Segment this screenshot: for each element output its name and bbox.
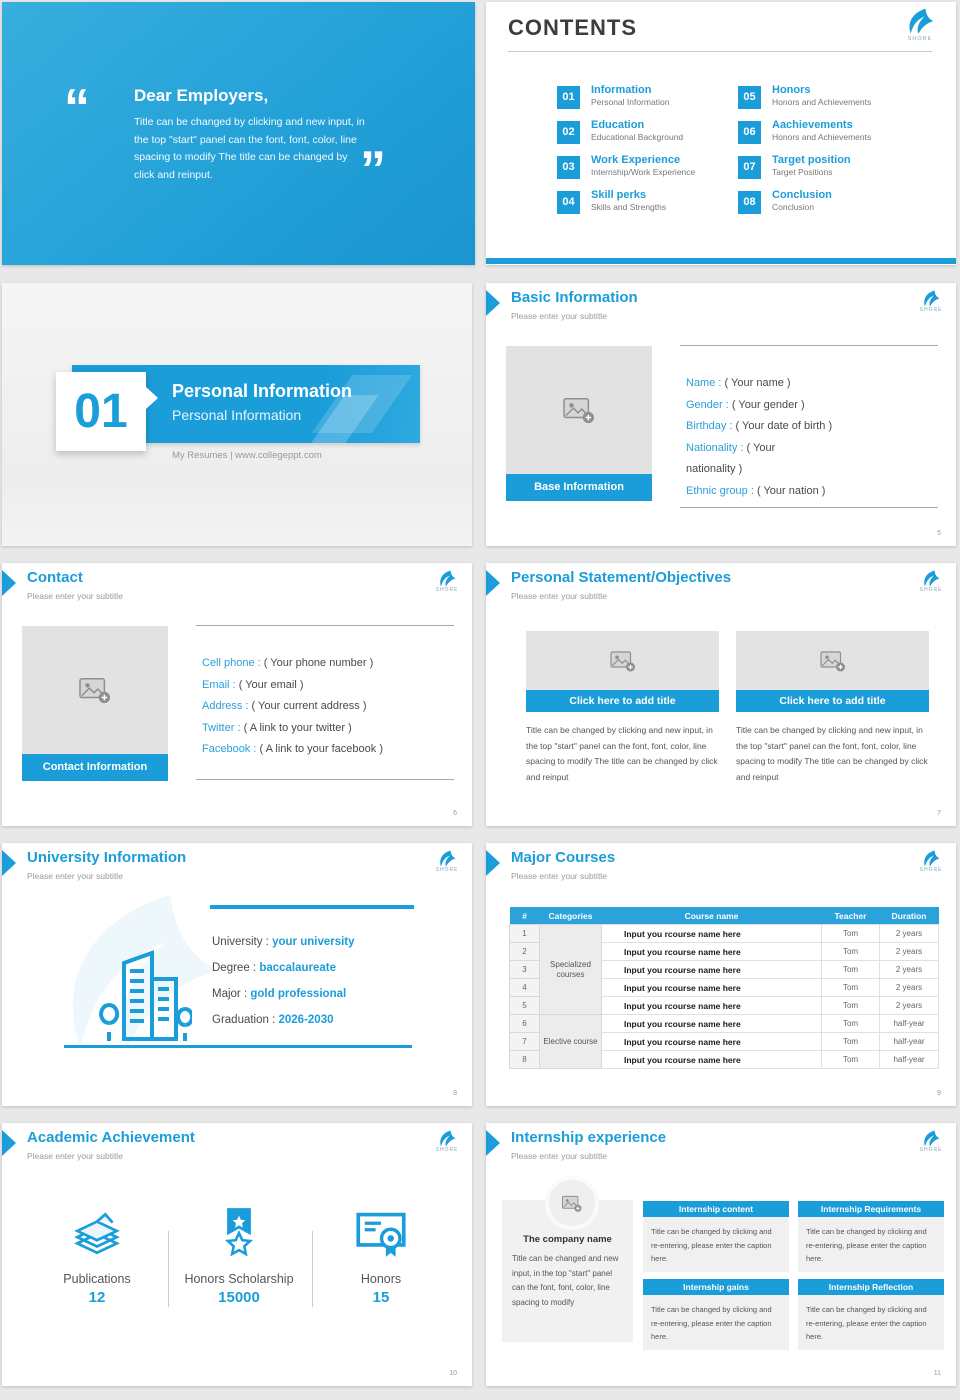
title-marker-icon — [2, 1130, 16, 1156]
brand-name: SHORE — [919, 307, 943, 313]
item-subtitle: Honors and Achievements — [772, 97, 872, 107]
contents-item-work-experience[interactable] — [557, 156, 695, 179]
slide-academic-achievement — [2, 1123, 472, 1386]
swoosh-logo-icon — [437, 1130, 457, 1148]
slide-personal-statement — [486, 563, 956, 826]
field-value: ( Your gender ) — [731, 398, 805, 411]
field-row — [686, 438, 916, 460]
brand-name: SHORE — [919, 1147, 943, 1153]
cell-num: 2 — [510, 943, 540, 961]
slide-intro — [2, 2, 475, 265]
medal-star-icon — [212, 1207, 266, 1259]
swoosh-logo-icon — [437, 570, 457, 588]
university-building-icon — [96, 941, 192, 1046]
cell-teacher: Tom — [822, 1051, 880, 1069]
brand-logo — [919, 290, 943, 313]
item-number: 02 — [557, 121, 580, 144]
swoosh-logo-icon — [921, 290, 941, 308]
contents-item-target-position[interactable] — [738, 156, 871, 179]
cell-duration: half-year — [880, 1051, 939, 1069]
background-fade — [2, 476, 472, 546]
statement-card — [526, 631, 719, 712]
brand-logo — [435, 850, 459, 873]
table-row — [510, 1015, 939, 1033]
brand-logo — [919, 850, 943, 873]
slide-subtitle: Please enter your subtitle — [27, 1151, 123, 1161]
basic-info-fields — [686, 373, 916, 502]
cell-num: 6 — [510, 1015, 540, 1033]
contact-fields — [202, 653, 432, 761]
brand-logo — [919, 570, 943, 593]
contents-column-left — [557, 86, 695, 226]
field-row — [686, 395, 916, 417]
item-title: Conclusion — [772, 189, 832, 201]
brand-name: SHORE — [919, 587, 943, 593]
item-subtitle: Conclusion — [772, 202, 815, 212]
field-value: ( Your name ) — [724, 377, 791, 389]
field-row — [202, 675, 432, 697]
column-header: Teacher — [822, 907, 880, 925]
cell-course-name: Input you rcourse name here — [602, 925, 822, 943]
title-marker-icon — [486, 290, 500, 316]
brand-name: SHORE — [919, 867, 943, 873]
cell-course-name: Input you rcourse name here — [602, 1015, 822, 1033]
internship-card-body: Title can be changed by clicking and re-entering, please enter the caption here. — [798, 1295, 944, 1350]
column-header: Categories — [540, 907, 602, 925]
contents-item-achievements[interactable] — [738, 121, 871, 144]
item-title: Honors — [772, 84, 811, 96]
title-marker-icon — [2, 850, 16, 876]
field-row — [202, 653, 432, 675]
item-title: Work Experience — [591, 154, 681, 166]
slide-subtitle: Please enter your subtitle — [27, 591, 123, 601]
brand-name: SHORE — [907, 36, 933, 42]
contents-column-right — [738, 86, 871, 226]
page-number: 11 — [933, 1370, 941, 1377]
slide-major-courses — [486, 843, 956, 1106]
cell-teacher: Tom — [822, 979, 880, 997]
divider — [196, 779, 454, 780]
slide-subtitle: Please enter your subtitle — [27, 871, 123, 881]
photo-caption: Base Information — [506, 474, 652, 501]
publications-stack-icon — [70, 1207, 124, 1259]
add-image-icon — [819, 649, 847, 673]
cell-num: 3 — [510, 961, 540, 979]
field-value: ( Your nation ) — [756, 484, 826, 497]
field-value: ( Your date of birth ) — [735, 420, 833, 432]
open-quote-icon: “ — [64, 79, 90, 137]
column-header: Duration — [880, 907, 939, 925]
field-row — [686, 373, 916, 395]
cell-course-name: Input you rcourse name here — [602, 961, 822, 979]
company-body-text: Title can be changed and new input, in the top "start" panel can the font, font, color, line spacing to modify — [512, 1254, 619, 1307]
cell-teacher: Tom — [822, 925, 880, 943]
slide-basic-information — [486, 283, 956, 546]
item-subtitle: Educational Background — [591, 132, 684, 142]
field-label: Twitter : — [202, 721, 241, 734]
item-number: 05 — [738, 86, 761, 109]
slide-title: Major Courses — [511, 849, 616, 866]
slide-section-divider — [2, 283, 472, 546]
internship-card-header: Internship gains — [643, 1279, 789, 1295]
column-header: Course name — [602, 907, 822, 925]
slide-title: Basic Information — [511, 289, 638, 306]
stat-label: Publications — [63, 1272, 131, 1286]
page-number: 7 — [937, 810, 941, 817]
slide-title: Personal Statement/Objectives — [511, 569, 732, 586]
field-label: Degree : — [212, 962, 257, 974]
cell-course-name: Input you rcourse name here — [602, 1033, 822, 1051]
add-image-icon — [562, 395, 596, 425]
cell-course-name: Input you rcourse name here — [602, 979, 822, 997]
item-title: Education — [591, 119, 645, 131]
field-row — [686, 416, 916, 438]
slide-title: Internship experience — [511, 1129, 667, 1146]
cell-teacher: Tom — [822, 1033, 880, 1051]
statement-card — [736, 631, 929, 712]
brand-logo — [435, 1130, 459, 1153]
divider — [680, 345, 938, 346]
contents-item-education[interactable] — [557, 121, 695, 144]
item-number: 04 — [557, 191, 580, 214]
slide-contact — [2, 563, 472, 826]
divider — [196, 625, 454, 626]
cell-category: Specialized courses — [540, 925, 602, 1015]
field-value: ( Your current address ) — [251, 700, 367, 712]
photo-placeholder[interactable] — [22, 626, 168, 754]
photo-placeholder[interactable] — [506, 346, 652, 474]
cell-duration: 2 years — [880, 925, 939, 943]
swoosh-logo-icon — [921, 570, 941, 588]
stat-publications — [27, 1207, 167, 1306]
item-title: Skill perks — [591, 189, 647, 201]
cell-duration: half-year — [880, 1033, 939, 1051]
table-row — [510, 925, 939, 943]
field-label: University : — [212, 936, 269, 948]
cell-num: 7 — [510, 1033, 540, 1051]
slide-subtitle: Please enter your subtitle — [511, 1151, 607, 1161]
add-title-banner[interactable]: Click here to add title — [736, 690, 929, 712]
field-value: 2026-2030 — [278, 1014, 334, 1026]
slide-title: University Information — [27, 849, 187, 866]
item-number: 01 — [557, 86, 580, 109]
field-row — [686, 481, 916, 503]
item-subtitle: Target Positions — [772, 167, 833, 177]
field-label: Major : — [212, 988, 248, 1000]
contents-item-conclusion[interactable] — [738, 191, 871, 214]
internship-card-header: Internship Reflection — [798, 1279, 944, 1295]
field-value: nationality ) — [686, 463, 743, 475]
cell-course-name: Input you rcourse name here — [602, 997, 822, 1015]
stat-value: 15 — [372, 1289, 390, 1306]
section-number-box — [56, 372, 146, 451]
slide-subtitle: Please enter your subtitle — [511, 311, 607, 321]
field-label: Facebook : — [202, 743, 257, 755]
section-title: Personal Information — [172, 381, 353, 401]
statement-body-text: Title can be changed by clicking and new input, in the top "start" panel can the font, font, color, line spacing to modify The title can be changed by click and reinput — [736, 725, 928, 782]
accent-line — [64, 1045, 412, 1048]
field-value: ( A link to your twitter ) — [243, 721, 352, 734]
cell-duration: 2 years — [880, 943, 939, 961]
cell-duration: 2 years — [880, 997, 939, 1015]
add-image-icon — [561, 1194, 583, 1213]
stat-label: Honors Scholarship — [184, 1272, 294, 1286]
internship-card-body: Title can be changed by clicking and re-entering, please enter the caption here. — [798, 1217, 944, 1272]
field-label: Gender : — [686, 398, 729, 411]
slide-title: Academic Achievement — [27, 1129, 195, 1146]
slide-subtitle: Please enter your subtitle — [511, 591, 607, 601]
close-quote-icon: ” — [360, 141, 386, 199]
cell-teacher: Tom — [822, 1015, 880, 1033]
swoosh-logo-icon — [904, 8, 936, 36]
field-value: ( A link to your facebook ) — [259, 743, 383, 755]
cell-num: 4 — [510, 979, 540, 997]
stat-honors — [311, 1207, 451, 1306]
photo-placeholder[interactable] — [736, 631, 929, 690]
cell-course-name: Input you rcourse name here — [602, 1051, 822, 1069]
cell-duration: half-year — [880, 1015, 939, 1033]
slide-subtitle: Please enter your subtitle — [511, 871, 607, 881]
page-number: 9 — [937, 1090, 941, 1097]
field-value: ( Your phone number ) — [263, 657, 374, 669]
swoosh-logo-icon — [921, 1130, 941, 1148]
bottom-accent-bar — [486, 258, 956, 264]
section-number: 01 — [74, 385, 128, 438]
field-row — [202, 739, 432, 761]
title-marker-icon — [486, 850, 500, 876]
page-number: 6 — [453, 810, 457, 817]
courses-table — [509, 907, 939, 1069]
swoosh-logo-icon — [921, 850, 941, 868]
page-number: 8 — [453, 1090, 457, 1097]
item-subtitle: Internship/Work Experience — [591, 167, 696, 177]
field-value: ( Your email ) — [238, 678, 304, 691]
internship-card-header: Internship Requirements — [798, 1201, 944, 1217]
divider — [680, 507, 938, 508]
accent-bar — [210, 905, 414, 909]
stat-value: 15000 — [218, 1289, 260, 1306]
field-row — [212, 929, 355, 955]
field-row — [202, 696, 432, 718]
cell-teacher: Tom — [822, 997, 880, 1015]
contents-item-skill-perks[interactable] — [557, 191, 695, 214]
field-row — [212, 1007, 355, 1033]
slide-contents — [486, 2, 956, 265]
stat-scholarship — [169, 1207, 309, 1306]
cell-teacher: Tom — [822, 943, 880, 961]
cell-num: 5 — [510, 997, 540, 1015]
title-marker-icon — [2, 570, 16, 596]
field-label: Birthday : — [686, 420, 733, 432]
cell-category: Elective course — [540, 1015, 602, 1069]
cell-teacher: Tom — [822, 961, 880, 979]
contents-item-information[interactable] — [557, 86, 695, 109]
page-number: 5 — [937, 530, 941, 537]
certificate-icon — [354, 1207, 408, 1259]
item-title: Target position — [772, 154, 851, 166]
brand-name: SHORE — [435, 867, 459, 873]
university-fields — [212, 929, 355, 1033]
add-image-icon — [78, 675, 112, 705]
photo-placeholder[interactable] — [526, 631, 719, 690]
cell-num: 8 — [510, 1051, 540, 1069]
brand-logo — [900, 8, 940, 42]
brand-logo — [919, 1130, 943, 1153]
field-value: baccalaureate — [259, 962, 337, 974]
title-marker-icon — [486, 570, 500, 596]
slide-title: Contact — [27, 569, 83, 586]
slide-university-information — [2, 843, 472, 1106]
item-number: 08 — [738, 191, 761, 214]
column-header: # — [510, 907, 540, 925]
cell-course-name: Input you rcourse name here — [602, 943, 822, 961]
item-number: 03 — [557, 156, 580, 179]
field-label: Name : — [686, 377, 722, 389]
item-title: Information — [591, 84, 652, 96]
field-row — [212, 981, 355, 1007]
photo-placeholder[interactable] — [545, 1176, 599, 1230]
contents-title: CONTENTS — [508, 15, 637, 40]
divider — [508, 51, 932, 52]
table-header-row — [510, 907, 939, 925]
section-footer: My Resumes | www.collegeppt.com — [172, 450, 322, 461]
field-value: gold professional — [250, 988, 347, 1000]
field-label: Nationality : — [686, 441, 744, 454]
item-number: 06 — [738, 121, 761, 144]
slide-internship-experience — [486, 1123, 956, 1386]
brand-name: SHORE — [435, 1147, 459, 1153]
field-value: ( Your — [746, 441, 776, 454]
intro-body-text: Title can be changed by clicking and new input, in the top "start" panel can the font, font, color, line spacing to modify The title can be changed by click and reinput. — [134, 116, 365, 181]
internship-card-body: Title can be changed by clicking and re-entering, please enter the caption here. — [643, 1217, 789, 1272]
field-row — [212, 955, 355, 981]
cell-duration: 2 years — [880, 979, 939, 997]
company-name: The company name — [523, 1234, 612, 1245]
brand-logo — [435, 570, 459, 593]
item-subtitle: Skills and Strengths — [591, 202, 667, 212]
field-label: Email : — [202, 678, 236, 691]
field-label: Cell phone : — [202, 657, 261, 669]
field-label: Graduation : — [212, 1014, 276, 1026]
contents-item-honors[interactable] — [738, 86, 871, 109]
brand-name: SHORE — [435, 587, 459, 593]
field-label: Address : — [202, 700, 249, 712]
stat-value: 12 — [88, 1289, 106, 1306]
internship-card-header: Internship content — [643, 1201, 789, 1217]
cell-duration: 2 years — [880, 961, 939, 979]
page-number: 10 — [449, 1370, 457, 1377]
field-value: your university — [272, 936, 355, 948]
intro-title: Dear Employers, — [134, 86, 269, 105]
swoosh-logo-icon — [437, 850, 457, 868]
field-label: Ethnic group : — [686, 484, 754, 497]
stat-label: Honors — [360, 1272, 402, 1286]
photo-caption: Contact Information — [22, 754, 168, 781]
title-marker-icon — [486, 1130, 500, 1156]
field-row — [686, 459, 916, 481]
item-subtitle: Honors and Achievements — [772, 132, 872, 142]
add-image-icon — [609, 649, 637, 673]
field-row — [202, 718, 432, 740]
item-subtitle: Personal Information — [591, 97, 670, 107]
item-number: 07 — [738, 156, 761, 179]
add-title-banner[interactable]: Click here to add title — [526, 690, 719, 712]
section-subtitle: Personal Information — [172, 407, 302, 423]
statement-body-text: Title can be changed by clicking and new input, in the top "start" panel can the font, font, color, line spacing to modify The title can be changed by click and reinput — [526, 725, 718, 782]
item-title: Aachievements — [772, 119, 853, 131]
cell-num: 1 — [510, 925, 540, 943]
internship-card-body: Title can be changed by clicking and re-entering, please enter the caption here. — [643, 1295, 789, 1350]
